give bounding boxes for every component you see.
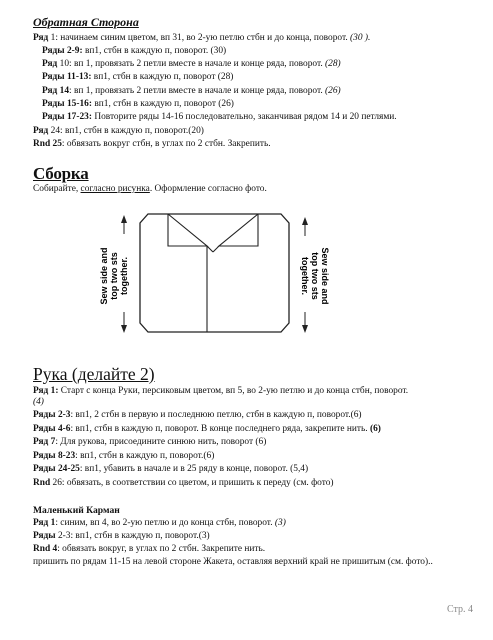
left-arrowhead-up — [121, 215, 127, 223]
back-row-4: Ряды 11-13: вп1, стбн в каждую п, поворот (28) — [42, 72, 234, 82]
arm-heading: Рука (делайте 2) — [33, 364, 155, 384]
left-label-line-2: top two sts — [109, 252, 119, 300]
arm-row-2: Ряды 2-3: вп1, 2 стбн в первую и последнюю петлю, стбн в каждую п, поворот.(6) — [33, 410, 362, 420]
page-number: Стр. 4 — [446, 604, 473, 615]
arm-row-4: Ряд 7: Для рукова, присоедините синюю нить, поворот (6) — [33, 437, 267, 447]
arm-row-1: Ряд 1: Старт с конца Руки, персиковым цветом, вп 5, во 2-ую петлю и до конца стбн, поворот. — [33, 386, 409, 396]
left-label-line-3: together. — [119, 256, 129, 296]
back-row-1: Ряд 1: начинаем синим цветом, вп 31, во 2-ую петлю стбн и до конца, поворот. (30 ). — [33, 33, 371, 43]
back-row-2: Ряды 2-9: вп1, стбн в каждую п, поворот. (30) — [42, 46, 227, 56]
pocket-row-3: Rnd 4: обвязать вокруг, в углах по 2 стбн. Закрепите нить. — [33, 544, 266, 554]
left-sew-label — [99, 247, 129, 304]
arm-row-5: Ряды 8-23: вп1, стбн в каждую п, поворот.(6) — [33, 451, 215, 461]
front-v-left — [207, 246, 213, 252]
arm-row-6: Ряды 24-25: вп1, убавить в начале и в 25 ряду в конце, поворот. (5,4) — [33, 464, 309, 474]
pocket-heading: Маленький Карман — [33, 505, 120, 516]
back-row-3: Ряд 10: вп 1, провязать 2 петли вместе в начале и конце ряда, поворот. (28) — [42, 59, 341, 69]
jacket-outline — [140, 214, 289, 332]
right-arrowhead-down — [302, 325, 308, 333]
back-row-8: Ряд 24: вп1, стбн в каждую п, поворот.(20) — [33, 126, 204, 136]
assembly-heading: Сборка — [33, 164, 89, 183]
collar-right — [219, 214, 258, 246]
arm-row-3: Ряды 4-6: вп1, стбн в каждую п, поворот. В конце последнего ряда, закрепите нить. (6) — [33, 424, 381, 434]
back-row-5: Ряд 14: вп 1, провязать 2 петли вместе в начале и конце ряда, поворот. (26) — [42, 86, 341, 96]
back-row-9: Rnd 25: обвязать вокруг стбн, в углах по 2 стбн. Закрепить. — [33, 139, 271, 149]
assembly-text: Собирайте, согласно рисунка. Оформление согласно фото. — [33, 184, 267, 194]
pocket-final-note: пришить по рядам 11-15 на левой стороне Жакета, оставляя верхний край не пришитым (см. фото).. — [33, 557, 433, 567]
right-label-line-2: top two sts — [310, 252, 320, 300]
right-label-line-1: Sew side and — [320, 247, 330, 305]
left-arrowhead-down — [121, 325, 127, 333]
back-side-heading: Обратная Сторона — [33, 15, 139, 29]
right-sew-label — [300, 247, 330, 304]
collar-left — [168, 214, 207, 246]
right-arrowhead-up — [302, 217, 308, 225]
pocket-row-1: Ряд 1: синим, вп 4, во 2-ую петлю и до конца стбн, поворот. (3) — [33, 518, 286, 528]
back-row-7: Ряды 17-23: Повторите ряды 14-16 последовательно, заканчивая рядом 14 и 20 петлями. — [42, 112, 397, 122]
arm-row-7: Rnd 26: обвязать, в соответствии со цветом, и пришить к переду (см. фото) — [33, 478, 334, 488]
arm-row-1-count: (4) — [33, 397, 44, 407]
right-label-line-3: together. — [300, 256, 310, 296]
pocket-row-2: Ряды 2-3: вп1, стбн в каждую п, поворот.(3) — [33, 531, 210, 541]
front-v-right — [213, 246, 219, 252]
back-row-6: Ряды 15-16: вп1, стбн в каждую п, поворот (26) — [42, 99, 234, 109]
left-label-line-1: Sew side and — [99, 247, 109, 305]
